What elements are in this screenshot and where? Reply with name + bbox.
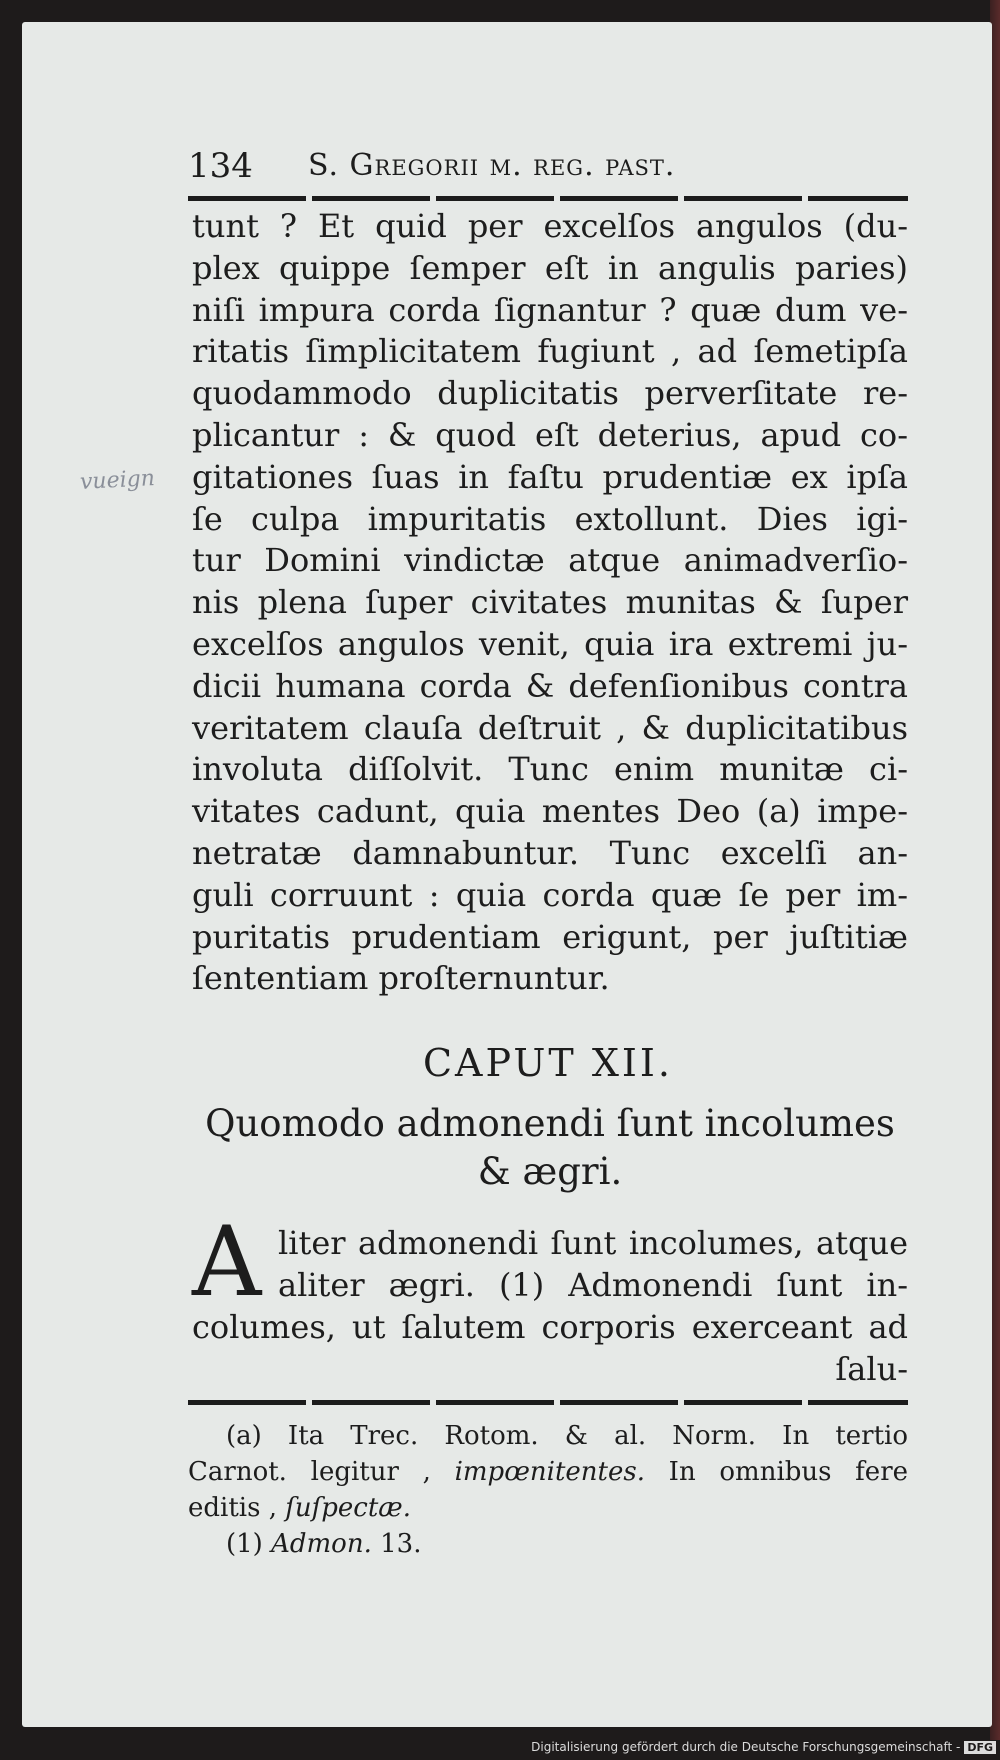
footnote-a-line: (a) Ita Trec. Rotom. & al. Norm. In tertio xyxy=(226,1421,908,1451)
text-line: ſententiam proſternuntur. xyxy=(192,959,610,998)
chapter-opening xyxy=(192,1206,908,1390)
text-line: guli corruunt : quia corda quæ ſe per im- xyxy=(192,875,908,914)
header-rule xyxy=(188,196,908,201)
credit-text: Digitalisierung gefördert durch die Deutsche Forschungsgemeinschaft - xyxy=(531,1740,961,1754)
footnote-a-line xyxy=(188,1490,908,1526)
subtitle-line: & ægri. xyxy=(477,1150,623,1193)
text-line: plex quippe ſemper eſt in angulis paries) xyxy=(192,248,908,287)
text-line: involuta diſſolvit. Tunc enim munitæ ci- xyxy=(192,750,908,789)
main-text xyxy=(192,206,908,1000)
text-line: veritatem clauſa deſtruit , & duplicitatibus xyxy=(192,708,908,747)
footnote-text: 13. xyxy=(371,1529,422,1559)
chapter-title: CAPUT XII. xyxy=(422,1041,674,1085)
footnote-a-line xyxy=(188,1454,908,1490)
text-line: tunt ? Et quid per excelſos angulos (du- xyxy=(192,207,908,245)
subtitle-line: Quomodo admonendi ſunt incolumes xyxy=(205,1102,895,1145)
footnotes xyxy=(188,1418,908,1562)
text-line: dicii humana corda & defenſionibus contra xyxy=(192,666,908,705)
drop-cap: A xyxy=(192,1206,262,1318)
text-line: tur Domini vindictæ atque animadverſio- xyxy=(192,541,908,580)
text-line: aliter ægri. (1) Admonendi ſunt in- xyxy=(278,1266,908,1304)
running-head: S. Gregorii m. reg. past. xyxy=(308,148,676,183)
dfg-logo: DFG xyxy=(964,1741,996,1754)
text-line: niſi impura corda ſignantur ? quæ dum ve- xyxy=(192,290,908,329)
footnote-text: editis , xyxy=(188,1493,286,1523)
footnote-text: Carnot. legitur , xyxy=(188,1457,455,1487)
footnote-1-line xyxy=(188,1526,908,1562)
catchword: ſalu- xyxy=(835,1350,908,1388)
text-line: vitates cadunt, quia mentes Deo (a) impe- xyxy=(192,792,908,831)
footnote-text: In omnibus fere xyxy=(644,1457,909,1487)
text-line: puritatis prudentiam erigunt, per juſtitiæ xyxy=(192,917,908,956)
text-line: columes, ut ſalutem corporis exerceant ad xyxy=(192,1308,908,1346)
page-header xyxy=(188,142,908,190)
text-line: liter admonendi ſunt incolumes, atque xyxy=(278,1224,908,1262)
text-line: gitationes ſuas in faſtu prudentiæ ex ipſa xyxy=(192,457,908,496)
text-line: ſe culpa impuritatis extollunt. Dies igi- xyxy=(192,499,908,538)
footnote-italic-text: ſuſpectæ. xyxy=(285,1493,411,1523)
digitization-credit xyxy=(531,1740,996,1754)
footnote-text: (1) xyxy=(226,1529,272,1559)
footnote-italic-text: impœnitentes. xyxy=(454,1457,645,1487)
text-line: excelſos angulos venit, quia ira extremi ju- xyxy=(192,624,908,663)
text-line: plicantur : & quod eſt deterius, apud co- xyxy=(192,415,908,454)
text-line: ritatis ſimplicitatem fugiunt , ad ſemetipſa xyxy=(192,332,908,371)
page-number: 134 xyxy=(188,146,253,186)
handwritten-margin-note: vueign xyxy=(79,466,156,495)
footnote-italic-text: Admon. xyxy=(271,1529,372,1559)
chapter-subtitle xyxy=(188,1100,912,1196)
footnote-rule xyxy=(188,1400,908,1405)
text-line: quodammodo duplicitatis perverſitate re- xyxy=(192,374,908,413)
text-line: nis plena ſuper civitates munitas & ſuper xyxy=(192,583,908,622)
text-line: netratæ damnabuntur. Tunc excelſi an- xyxy=(192,833,908,872)
